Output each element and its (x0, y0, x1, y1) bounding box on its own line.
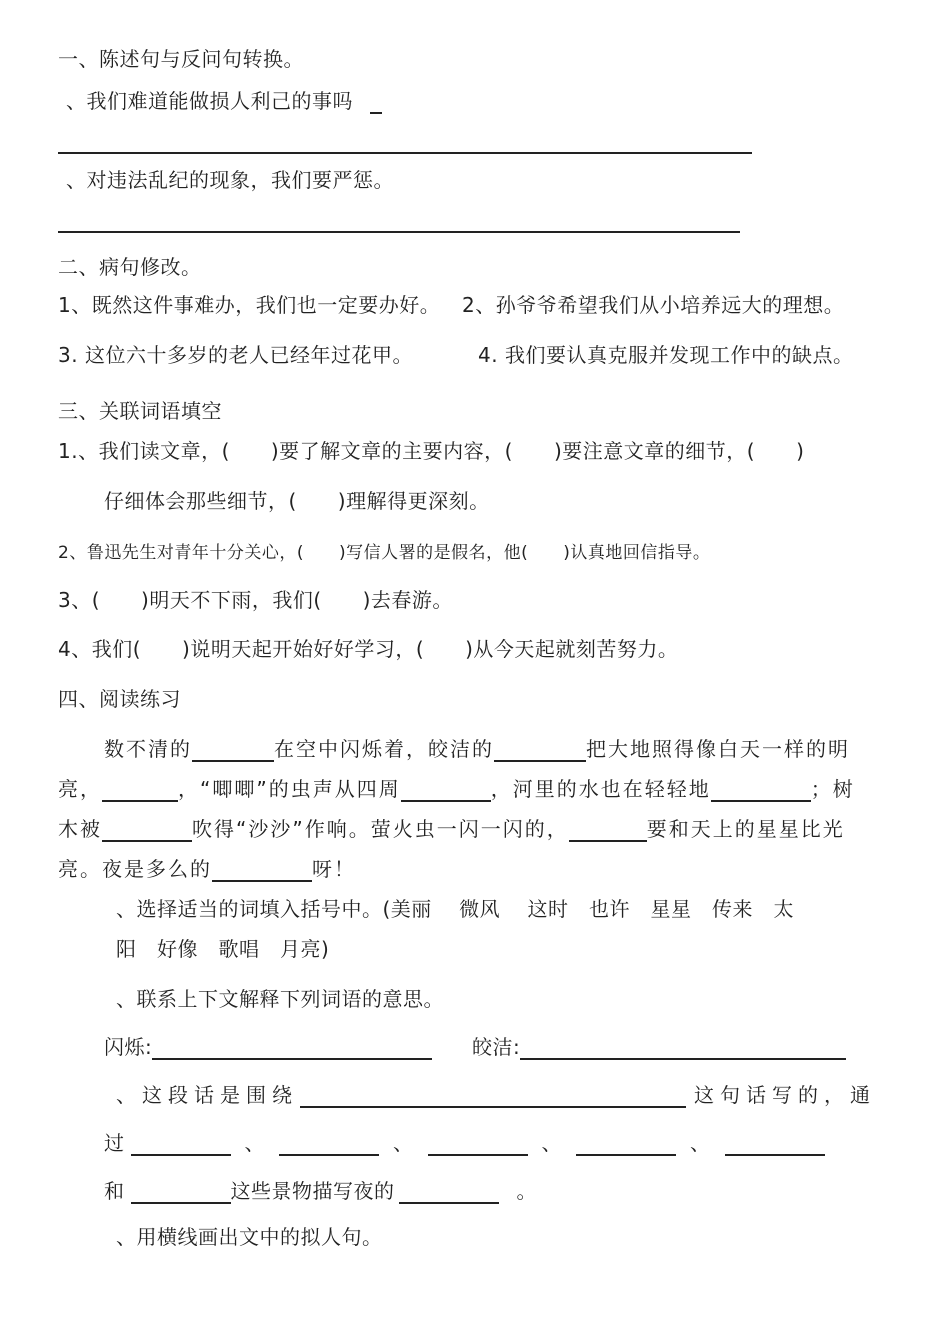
s4-q3-blank-8[interactable] (399, 1180, 499, 1204)
s4-q3-sep: 、 (690, 1131, 711, 1155)
word-1-blank[interactable] (152, 1036, 432, 1060)
s4-q3-text: 、这段话是围绕 (116, 1083, 298, 1107)
passage-blank-1[interactable] (192, 738, 274, 762)
s1-question-2: 、对违法乱纪的现象，我们要严惩。 (66, 168, 394, 192)
passage-text: 在空中闪烁着，皎洁的 (274, 737, 494, 761)
passage-blank-3[interactable] (102, 778, 178, 802)
word-2-row (472, 1034, 846, 1060)
passage-text: ，河里的水也在轻轻地 (490, 777, 711, 801)
s3-question-2: 2、鲁迅先生对青年十分关心，( )写信人署的是假名，他( )认真地回信指导。 (58, 543, 711, 563)
passage-text: 要和天上的星星比光 (646, 817, 845, 841)
passage-text: 呀！ (312, 857, 356, 881)
passage-blank-4[interactable] (401, 778, 491, 802)
passage-text: 木被 (58, 817, 102, 841)
passage-text: 数不清的 (104, 737, 192, 761)
passage-text: 把大地照得像白天一样的明 (586, 737, 850, 761)
s4-q3-text: 过 (104, 1131, 125, 1155)
passage-text: 亮。夜是多么的 (58, 857, 212, 881)
passage-text: 吹得“沙沙”作响。萤火虫一闪一闪的， (192, 817, 569, 841)
s2-item-1: 1、既然这件事难办，我们也一定要办好。 (58, 293, 441, 317)
s4-question-3-line-3 (104, 1178, 537, 1204)
s4-q3-text: 和 (104, 1179, 125, 1203)
s4-q3-sep: 、 (393, 1131, 414, 1155)
s2-item-4: 4. 我们要认真克服并发现工作中的缺点。 (478, 343, 854, 367)
s4-q3-blank-6[interactable] (725, 1132, 825, 1156)
passage-blank-5[interactable] (711, 778, 811, 802)
section-3-title: 三、关联词语填空 (58, 399, 222, 423)
s4-q3-blank-7[interactable] (131, 1180, 231, 1204)
passage-blank-7[interactable] (569, 818, 647, 842)
s1-q1-answer-line[interactable] (58, 152, 752, 154)
s3-question-3: 3、( )明天不下雨，我们( )去春游。 (58, 588, 453, 612)
passage-text: 亮， (58, 777, 102, 801)
word-1-label: 闪烁: (104, 1035, 153, 1059)
passage-text: ，“唧唧”的虫声从四周 (178, 777, 401, 801)
s4-q3-blank-1[interactable] (300, 1084, 686, 1108)
s2-item-2: 2、孙爷爷希望我们从小培养远大的理想。 (462, 293, 845, 317)
s4-question-3-line-1 (116, 1082, 876, 1108)
s4-q3-text: 这些景物描写夜的 (230, 1179, 395, 1203)
s4-question-4: 、用横线画出文中的拟人句。 (116, 1225, 383, 1249)
section-2-title: 二、病句修改。 (58, 255, 202, 279)
s3-question-4: 4、我们( )说明天起开始好好学习，( )从今天起就刻苦努力。 (58, 637, 679, 661)
s4-q3-text: 这句话写的，通 (694, 1083, 876, 1107)
s1-q2-answer-line[interactable] (58, 231, 740, 233)
passage-line-2 (58, 776, 855, 802)
passage-blank-8[interactable] (212, 858, 312, 882)
s4-q3-blank-3[interactable] (279, 1132, 379, 1156)
s4-question-3-line-2 (104, 1130, 825, 1156)
s4-question-1b: 阳 好像 歌唱 月亮) (116, 937, 330, 961)
s4-q3-blank-5[interactable] (576, 1132, 676, 1156)
s1-question-1 (66, 88, 382, 114)
passage-line-3 (58, 816, 845, 842)
s2-item-3: 3. 这位六十多岁的老人已经年过花甲。 (58, 343, 413, 367)
passage-line-1 (104, 736, 850, 762)
s1-q1-text: 、我们难道能做损人利己的事吗 (66, 89, 353, 113)
s1-q1-blank[interactable] (370, 90, 382, 114)
s3-question-1a: 1.、我们读文章，( )要了解文章的主要内容，( )要注意文章的细节，( ) (58, 439, 805, 463)
s4-q3-sep: 、 (244, 1131, 265, 1155)
s4-question-2: 、联系上下文解释下列词语的意思。 (116, 987, 444, 1011)
passage-line-4 (58, 856, 356, 882)
word-2-blank[interactable] (520, 1036, 846, 1060)
section-1-title: 一、陈述句与反问句转换。 (58, 47, 304, 71)
passage-text: ；树 (810, 777, 855, 801)
s4-q3-blank-2[interactable] (131, 1132, 231, 1156)
passage-blank-2[interactable] (494, 738, 586, 762)
passage-blank-6[interactable] (102, 818, 192, 842)
word-1-row (104, 1034, 432, 1060)
s3-question-1b: 仔细体会那些细节，( )理解得更深刻。 (104, 489, 490, 513)
s4-question-1a: 、选择适当的词填入括号中。(美丽 微风 这时 也许 星星 传来 太 (116, 897, 795, 921)
word-2-label: 皎洁: (472, 1035, 521, 1059)
s4-q3-text: 。 (516, 1179, 537, 1203)
s4-q3-blank-4[interactable] (428, 1132, 528, 1156)
section-4-title: 四、阅读练习 (58, 687, 181, 711)
s4-q3-sep: 、 (541, 1131, 562, 1155)
